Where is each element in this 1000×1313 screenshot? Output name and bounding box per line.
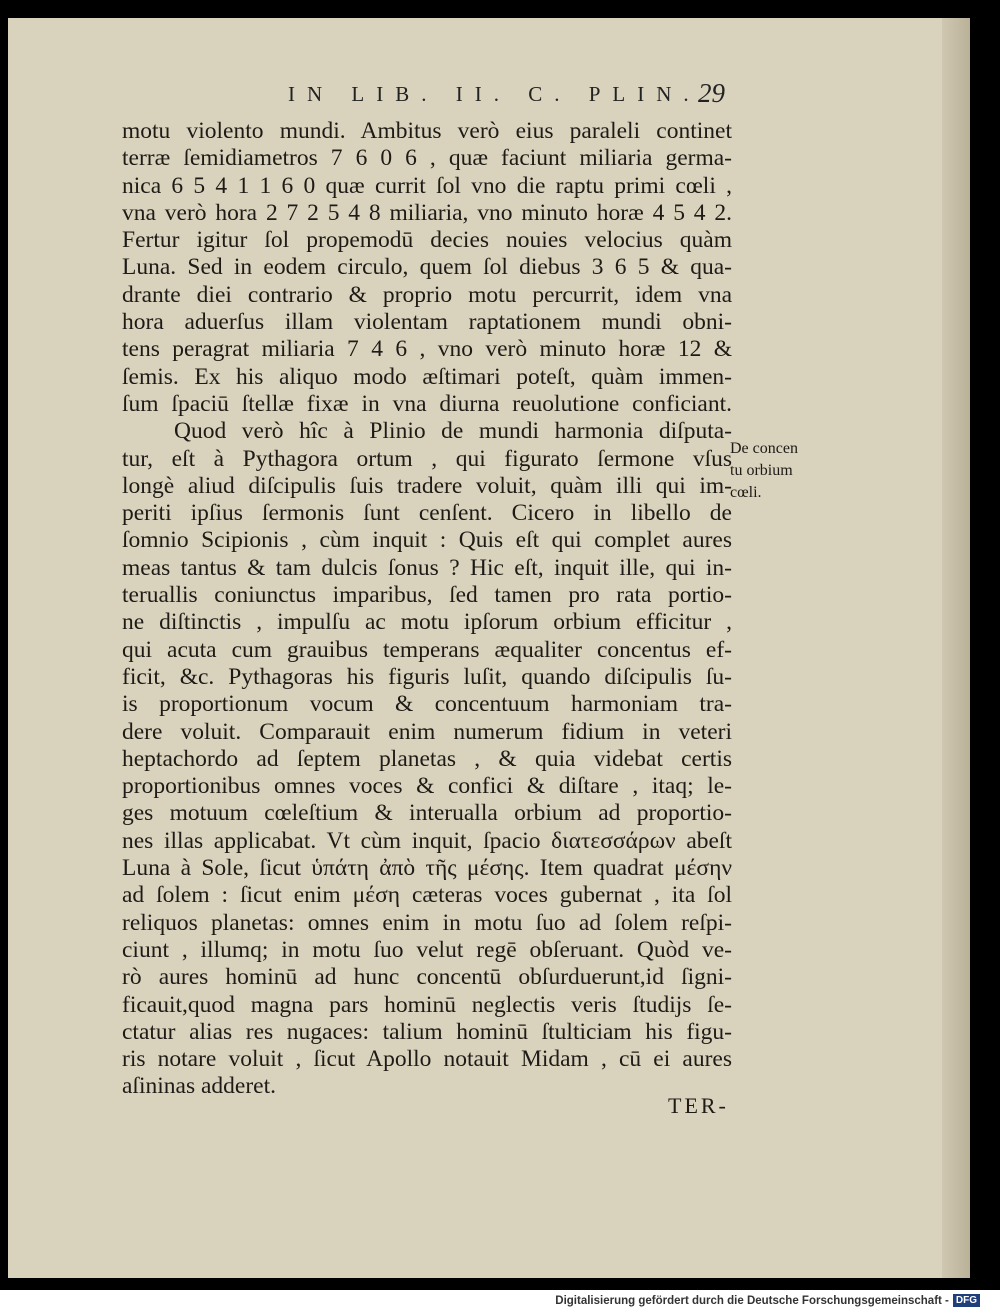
running-title: IN LIB. II. C. PLIN. (288, 82, 701, 106)
text-line: ſemis. Ex his aliquo modo æſtimari poteſt, quàm immen- (122, 363, 732, 390)
text-line: meas tantus & tam dulcis ſonus ? Hic eſt, inquit ille, qui in- (122, 554, 732, 581)
credit-text: Digitalisierung gefördert durch die Deutsche Forschungsgemeinschaft - (555, 1294, 949, 1307)
text-line: ficauit,quod magna pars hominū neglectis veris ſtudijs ſe- (122, 991, 732, 1018)
dfg-logo: DFG (953, 1294, 980, 1307)
text-line: ad ſolem : ſicut enim μέση cæteras voces gubernat , ita ſol (122, 882, 732, 909)
text-line: drante diei contrario & proprio motu percurrit, idem vna (122, 281, 732, 308)
text-line: ciunt , illumq; in motu ſuo velut regē obſeruant. Quòd ve- (122, 936, 732, 963)
text-line: ris notare voluit , ſicut Apollo notauit Midam , cū ei aures (122, 1046, 732, 1073)
text-line: hora aduerſus illam violentam raptationem mundi obni- (122, 309, 732, 336)
text-line: ſum ſpaciū ſtellæ fixæ in vna diurna reuolutione conficiant. (122, 390, 732, 417)
text-line: motu violento mundi. Ambitus verò eius paraleli continet (122, 118, 732, 144)
text-line: reliquos planetas: omnes enim in motu ſuo ad ſolem reſpi- (122, 909, 732, 936)
margin-note (730, 438, 830, 504)
text-line: nes illas applicabat. Vt cùm inquit, ſpacio διατεσσάρων abeſt (122, 827, 732, 854)
catchword: TER- (668, 1093, 729, 1118)
text-line: vna verò hora 2 7 2 5 4 8 miliaria, vno minuto horæ 4 5 4 2. (122, 199, 732, 226)
text-line: dere voluit. Comparauit enim numerum fidium in veteri (122, 718, 732, 745)
page-number: 29 (698, 78, 725, 108)
text-line: tens peragrat miliaria 7 4 6 , vno verò minuto horæ 12 & (122, 336, 732, 363)
text-line: ſomnio Scipionis , cùm inquit : Quis eſt qui complet aures (122, 527, 732, 554)
text-line: is proportionum vocum & concentuum harmoniam tra- (122, 691, 732, 718)
page-header (288, 72, 728, 110)
text-line: teruallis coniunctus imparibus, ſed tamen pro rata portio- (122, 582, 732, 609)
text-line: qui acuta cum grauibus temperans æqualiter concentus ef- (122, 636, 732, 663)
text-line: Fertur igitur ſol propemodū decies nouies velocius quàm (122, 227, 732, 254)
text-line: ctatur alias res nugaces: talium hominū ſtulticiam his figu- (122, 1018, 732, 1045)
page-edge (942, 18, 970, 1278)
text-line: ne diſtinctis , impulſu ac motu ipſorum orbium efficitur , (122, 609, 732, 636)
margin-note-line: tu orbium (730, 462, 793, 479)
text-line: longè aliud diſcipulis ſuis tradere voluit, quàm illi qui im- (122, 472, 732, 499)
text-line: Quod verò hîc à Plinio de mundi harmonia diſputa- (174, 418, 732, 445)
text-line: aſininas adderet. (122, 1073, 276, 1100)
body-text (122, 118, 732, 1101)
text-line: ficit, &c. Pythagoras his figuris luſit, quando diſcipulis ſu- (122, 663, 732, 690)
text-line: proportionibus omnes voces & confici & diſtare , itaq; le- (122, 773, 732, 800)
text-line: heptachordo ad ſeptem planetas , & quia videbat certis (122, 745, 732, 772)
footer-credit (555, 1294, 980, 1307)
text-line: Luna. Sed in eodem circulo, quem ſol diebus 3 6 5 & qua- (122, 254, 732, 281)
text-line: tur, eſt à Pythagora ortum , qui figurato ſermone vſus (122, 445, 732, 472)
text-line: ges motuum cœleſtium & interualla orbium ad proportio- (122, 800, 732, 827)
text-line: rò aures hominū ad hunc concentū obſurduerunt,id ſigni- (122, 964, 732, 991)
text-line: nica 6 5 4 1 1 6 0 quæ currit ſol vno die raptu primi cœli , (122, 172, 732, 199)
margin-note-line: cœli. (730, 484, 762, 501)
text-line: periti ipſius ſermonis ſunt cenſent. Cicero in libello de (122, 500, 732, 527)
margin-note-line: De concen (730, 440, 798, 457)
text-line: Luna à Sole, ſicut ὑπάτη ἀπὸ τῆς μέσης. Item quadrat μέσην (122, 855, 732, 882)
text-line: terræ ſemidiametros 7 6 0 6 , quæ faciunt miliaria germa- (122, 145, 732, 172)
